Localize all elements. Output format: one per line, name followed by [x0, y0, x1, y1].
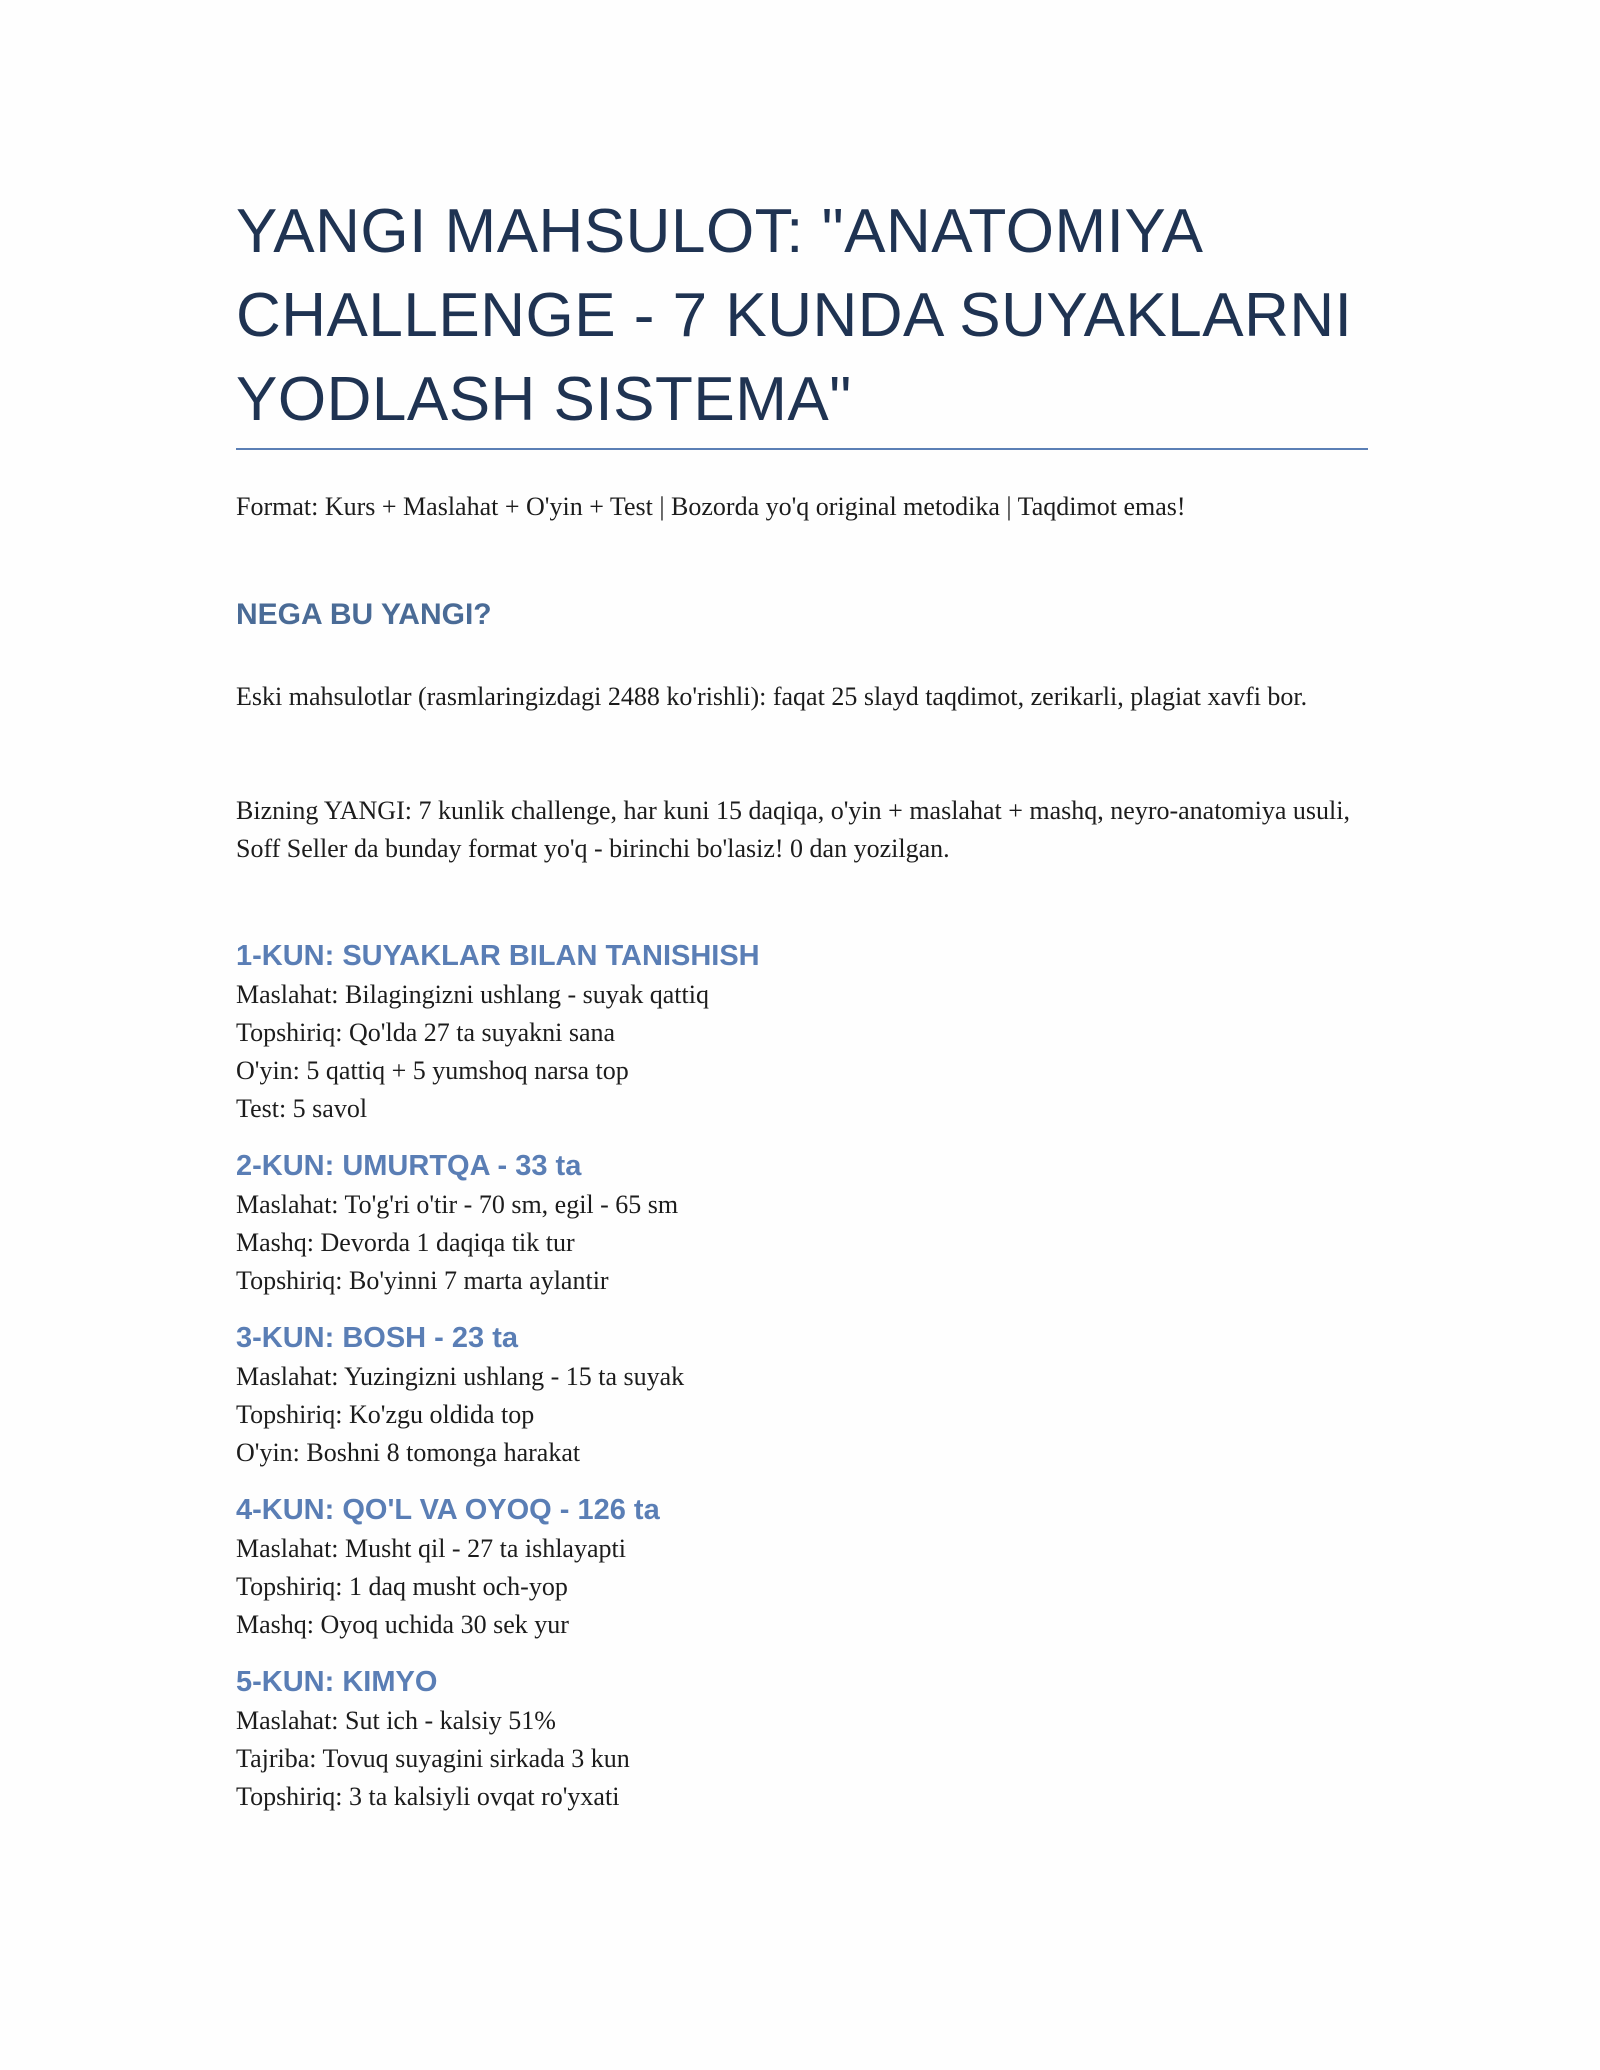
day-title: 5-KUN: KIMYO [236, 1666, 438, 1698]
day-title: 1-KUN: SUYAKLAR BILAN TANISHISH [236, 940, 760, 972]
day-title: 4-KUN: QO'L VA OYOQ - 126 ta [236, 1494, 660, 1526]
document-title: YANGI MAHSULOT: "ANATOMIYA CHALLENGE - 7 KUNDA SUYAKLARNI YODLASH SISTEMA" [236, 197, 1353, 434]
section-heading-why-new: NEGA BU YANGI? [236, 598, 492, 631]
day-section-5 [236, 1662, 1368, 1816]
day-line: Maslahat: Sut ich - kalsiy 51% [236, 1706, 556, 1735]
day-line: O'yin: 5 qattiq + 5 yumshoq narsa top [236, 1056, 629, 1085]
day-title: 3-KUN: BOSH - 23 ta [236, 1322, 518, 1354]
day-line: Mashq: Devorda 1 daqiqa tik tur [236, 1228, 575, 1257]
day-line: Topshiriq: 3 ta kalsiyli ovqat ro'yxati [236, 1782, 620, 1811]
paragraph-old-products: Eski mahsulotlar (rasmlaringizdagi 2488 ko'rishli): faqat 25 slayd taqdimot, zerikarli, plagiat xavfi bor. [236, 682, 1308, 711]
day-line: Topshiriq: Bo'yinni 7 marta aylantir [236, 1266, 609, 1295]
day-line: Maslahat: Yuzingizni ushlang - 15 ta suyak [236, 1362, 685, 1391]
day-section-1 [236, 936, 1368, 1128]
day-section-2 [236, 1146, 1368, 1300]
day-line: Tajriba: Tovuq suyagini sirkada 3 kun [236, 1744, 630, 1773]
paragraph-new-product: Bizning YANGI: 7 kunlik challenge, har kuni 15 daqiqa, o'yin + maslahat + mashq, neyro-anatomiya usuli, Soff Seller da bunday format yo'q - birinchi bo'lasiz! 0 dan yozilgan. [236, 796, 1350, 863]
day-line: Mashq: Oyoq uchida 30 sek yur [236, 1610, 569, 1639]
day-line: Maslahat: Musht qil - 27 ta ishlayapti [236, 1534, 626, 1563]
day-line: Maslahat: Bilagingizni ushlang - suyak qattiq [236, 980, 709, 1009]
day-title: 2-KUN: UMURTQA - 33 ta [236, 1150, 582, 1182]
day-list [236, 936, 1368, 1834]
title-divider [236, 448, 1368, 450]
day-line: Topshiriq: 1 daq musht och-yop [236, 1572, 568, 1601]
format-line: Format: Kurs + Maslahat + O'yin + Test | Bozorda yo'q original metodika | Taqdimot emas! [236, 492, 1186, 521]
day-section-4 [236, 1490, 1368, 1644]
day-line: Topshiriq: Qo'lda 27 ta suyakni sana [236, 1018, 616, 1047]
day-line: O'yin: Boshni 8 tomonga harakat [236, 1438, 581, 1467]
day-line: Topshiriq: Ko'zgu oldida top [236, 1400, 535, 1429]
day-line: Test: 5 savol [236, 1094, 368, 1123]
day-section-3 [236, 1318, 1368, 1472]
day-line: Maslahat: To'g'ri o'tir - 70 sm, egil - 65 sm [236, 1190, 679, 1219]
